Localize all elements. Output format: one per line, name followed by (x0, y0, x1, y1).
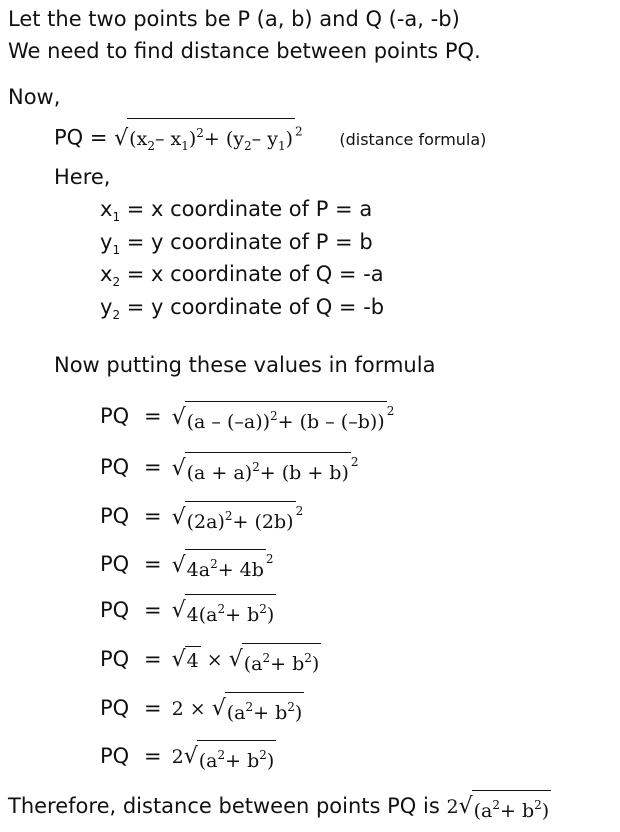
definition-x2: $x_2 = x$ coordinate of Q = -a (100, 262, 384, 289)
step-4: PQ = $√4a^2+ 4b$ $^2$ (100, 546, 274, 583)
formula-radical: $√(x_2-$ $x_1)^2+ (y_2-$ $y_1$) $^2$ (114, 118, 303, 159)
here-label: Here, (54, 165, 111, 189)
step-8: PQ = $2√(a^2+ b^2)$ (100, 740, 276, 774)
sqrt-symbol: √ (114, 125, 129, 151)
step-7: PQ = $2 \times √(a^2+ b^2)$ (100, 692, 304, 726)
conclusion: Therefore, distance between points PQ is $2√(a^2+ b^2)$ (8, 790, 551, 824)
distance-formula (54, 118, 486, 159)
formula-radicand: ($x_2-$ $x_1)^2+ (y_2-$ $y_1$) (127, 118, 295, 159)
step-5: PQ = $√4(a^2+ b^2)$ (100, 594, 276, 628)
intro-line-1: Let the two points be P (a, b) and Q (-a, -b) (8, 7, 460, 31)
now-heading: Now, (8, 85, 61, 109)
definition-y1: $y_1 = y$ coordinate of P = b (100, 230, 373, 257)
step-3: PQ = $√(2a)^2+ (2b)$ $^2$ (100, 498, 303, 535)
definition-y2: $y_2 = y$ coordinate of Q = -b (100, 295, 385, 322)
step-6: PQ = $√4 \times √(a^2+ b^2)$ (100, 643, 321, 677)
putting-values-heading: Now putting these values in formula (54, 353, 436, 377)
step-1: PQ = √(a – (–a))$^2$+ (b – (–b)) $^2$ (100, 398, 394, 435)
formula-note: (distance formula) (339, 129, 487, 149)
intro-line-2: We need to find distance between points PQ. (8, 39, 481, 63)
definition-x1: $x_1 = x$ coordinate of P = a (100, 197, 373, 224)
step-2: PQ = $√(a + a)^2+ (b + b)$ $^2$ (100, 449, 359, 486)
formula-left: PQ = (54, 125, 115, 150)
